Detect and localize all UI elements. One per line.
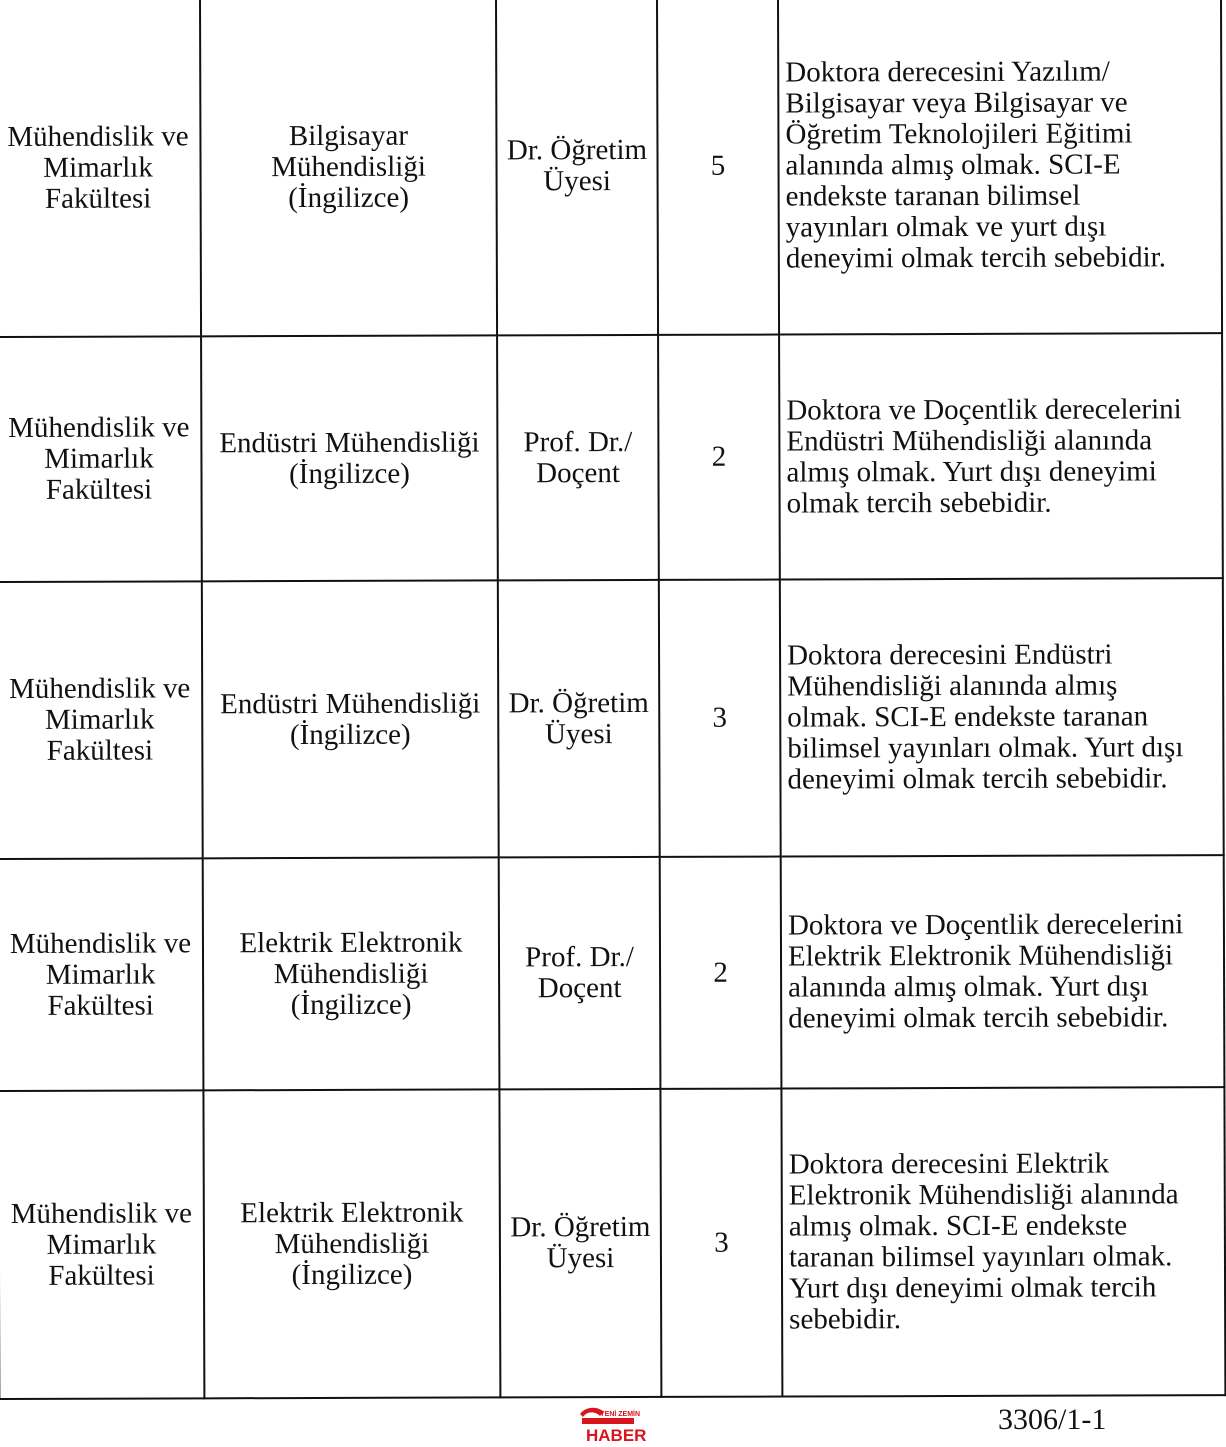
academic-title-cell: Dr. Öğretim Üyesi — [499, 1089, 661, 1398]
logo-bar-icon — [582, 1418, 634, 1424]
table-row — [0, 0, 1222, 337]
document-code: 3306/1-1 — [998, 1403, 1107, 1436]
logo-mark-icon — [578, 1404, 647, 1445]
logo-small-text: YENİ ZEMİN — [600, 1411, 641, 1418]
table-row — [0, 333, 1223, 582]
department-cell: Elektrik Elektronik Mühendisliği (İngilizce) — [203, 1089, 500, 1398]
faculty-cell: Mühendislik ve Mimarlık Fakültesi — [0, 1090, 204, 1399]
table-row — [0, 1087, 1225, 1399]
faculty-cell: Mühendislik ve Mimarlık Fakültesi — [0, 336, 202, 582]
department-cell: Endüstri Mühendisliği (İngilizce) — [201, 335, 498, 581]
academic-title-cell: Prof. Dr./ Doçent — [497, 335, 659, 581]
yeni-zemin-haber-logo — [578, 1404, 647, 1445]
faculty-cell: Mühendislik ve Mimarlık Fakültesi — [0, 858, 203, 1091]
faculty-cell: Mühendislik ve Mimarlık Fakültesi — [0, 581, 203, 859]
requirements-cell: Doktora derecesini Elektrik Elektronik Mühendisliği alanında almış olmak. SCI-E endekste taranan bilimsel yayınları olmak. Yurt dışı deneyimi olmak tercih sebebidir. — [781, 1087, 1225, 1396]
department-cell: Bilgisayar Mühendisliği (İngilizce) — [200, 0, 497, 336]
department-cell: Elektrik Elektronik Mühendisliği (İngilizce) — [203, 857, 500, 1090]
position-count-cell: 3 — [660, 1089, 782, 1397]
position-count-cell: 5 — [657, 0, 779, 335]
academic-title-cell: Dr. Öğretim Üyesi — [498, 580, 660, 858]
table-row — [0, 578, 1224, 859]
requirements-cell: Doktora ve Doçentlik derecelerini Elektrik Elektronik Mühendisliği alanında almış olmak. Yurt dışı deneyimi olmak tercih sebebidir. — [781, 855, 1225, 1088]
department-cell: Endüstri Mühendisliği (İngilizce) — [202, 580, 499, 858]
logo-big-text: HABER — [586, 1426, 647, 1445]
requirements-cell: Doktora ve Doçentlik derecelerini Endüstri Mühendisliği alanında almış olmak. Yurt dışı deneyimi olmak tercih sebebidir. — [779, 333, 1223, 579]
position-count-cell: 2 — [660, 857, 782, 1089]
requirements-cell: Doktora derecesini Yazılım/ Bilgisayar veya Bilgisayar ve Öğretim Teknolojileri Eğitimi alanında almış olmak. SCI-E endekste taranan bilimsel yayınları olmak ve yurt dışı deneyimi olmak tercih sebebidir. — [778, 0, 1222, 335]
position-count-cell: 2 — [658, 335, 780, 580]
faculty-cell: Mühendislik ve Mimarlık Fakültesi — [0, 0, 201, 337]
academic-title-cell: Prof. Dr./ Doçent — [499, 857, 661, 1090]
requirements-cell: Doktora derecesini Endüstri Mühendisliği alanında almış olmak. SCI-E endekste taranan bilimsel yayınları olmak. Yurt dışı deneyimi olmak tercih sebebidir. — [780, 578, 1224, 856]
position-count-cell: 3 — [659, 580, 781, 857]
academic-title-cell: Dr. Öğretim Üyesi — [496, 0, 658, 335]
table-row — [0, 855, 1224, 1091]
